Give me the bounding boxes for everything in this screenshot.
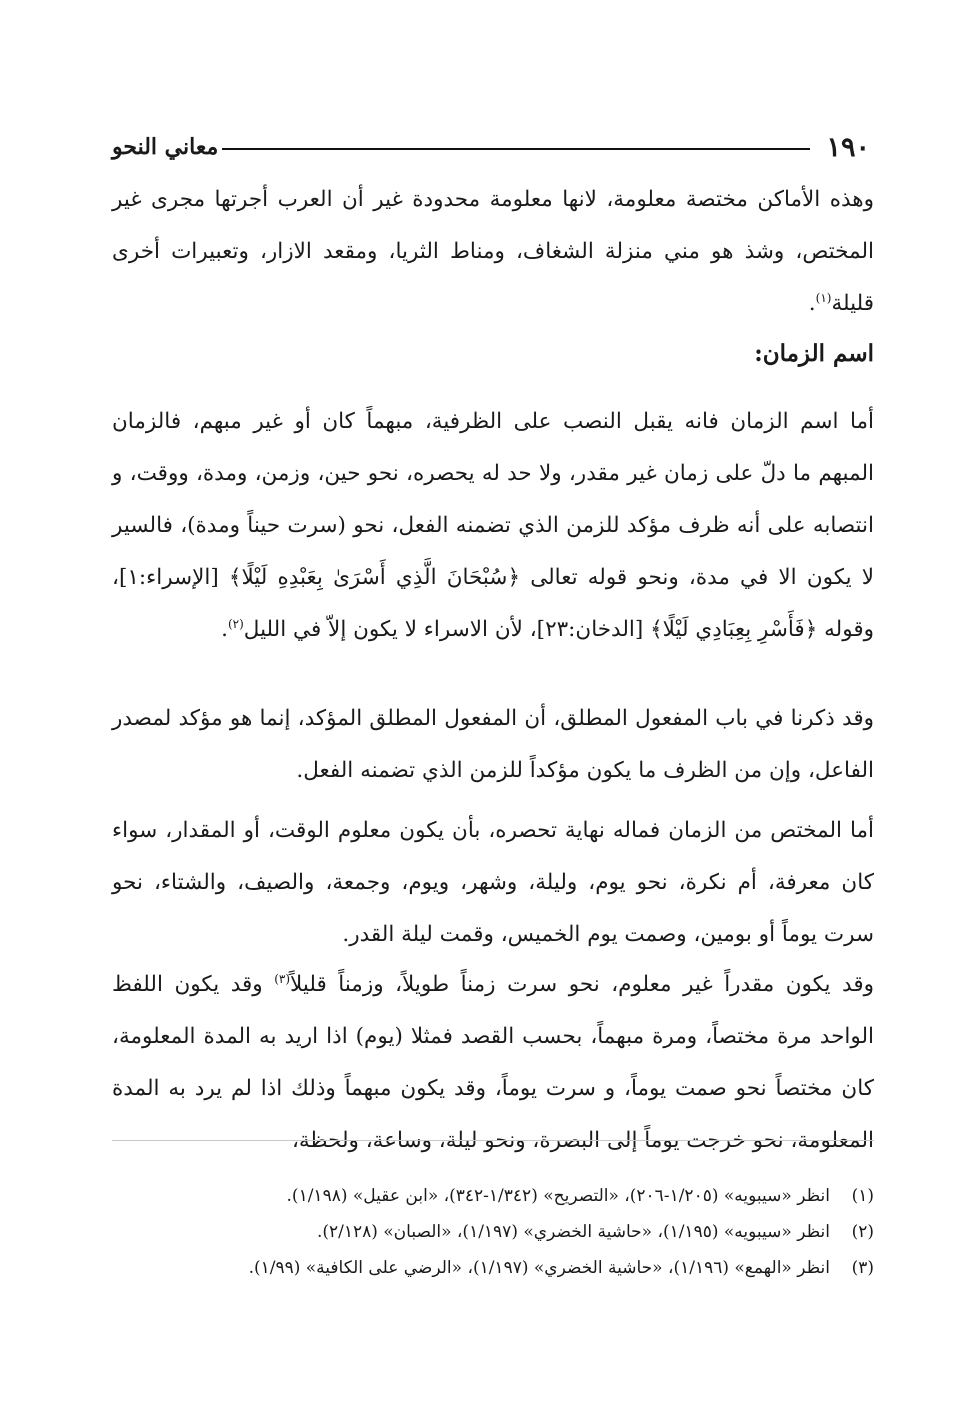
- section-heading: اسم الزمان:: [754, 340, 874, 367]
- footnote-text: انظر «الهمع» (١/١٩٦)، «حاشية الخضري» (١/١٩٧)، «الرضي على الكافية» (١/٩٩).: [248, 1258, 830, 1278]
- paragraph-5: [112, 959, 874, 1167]
- paragraph-1: [112, 174, 874, 330]
- page-header: [112, 132, 870, 172]
- paragraph-1-text: [112, 174, 874, 330]
- footnote-ref-2: (٢): [227, 616, 244, 631]
- footnote-number: (٣): [851, 1258, 874, 1278]
- paragraph-2-body: أما اسم الزمان فانه يقبل النصب على الظرفية، مبهماً كان أو غير مبهم، فالزمان المبهم ما دلّ على زمان غير مقدر، ولا حد له يحصره، نحو حين، وزمن، ومدة، ووقت، و انتصابه على أنه ظرف مؤكد للزمن الذي تضمنه الفعل، نحو (سرت حيناً ومدة)، فالسير لا يكون الا في مدة، ونحو قوله تعالى ﴿سُبْحَانَ الَّذِي أَسْرَىٰ بِعَبْدِهِ لَيْلًا﴾ [الإسراء:١]، وقوله ﴿فَأَسْرِ بِعِبَادِي لَيْلًا﴾ [الدخان:٢٣]، لأن الاسراء لا يكون إلاّ في الليل: [112, 409, 874, 642]
- footnote-ref-3: (٣): [274, 971, 291, 986]
- paragraph-2-end: .: [221, 617, 228, 642]
- footnotes: [112, 1178, 874, 1286]
- paragraph-1-body: وهذه الأماكن مختصة معلومة، لانها معلومة محدودة غير أن العرب أجرتها مجرى غير المختص، وشذ هو مني منزلة الشغاف، ومناط الثريا، ومقعد الازار، وتعبيرات أخرى قليلة: [112, 187, 874, 316]
- paragraph-4-text: أما المختص من الزمان فماله نهاية تحصره، بأن يكون معلوم الوقت، أو المقدار، سواء كان معرفة، أم نكرة، نحو يوم، وليلة، وشهر، ويوم، وجمعة، والصيف، والشتاء، نحو سرت يوماً أو بومين، وصمت يوم الخميس، وقمت ليلة القدر.: [112, 818, 874, 947]
- footnote-text: انظر «سيبويه» (١/٢٠٥-٢٠٦)، «التصريح» (١/٣٤٢-٣٤٢)، «ابن عقيل» (١/١٩٨).: [286, 1186, 830, 1206]
- footnote-ref-1: (١): [815, 290, 832, 305]
- paragraph-4: [112, 805, 874, 961]
- page-number: ١٩٠: [826, 132, 870, 163]
- footnote-3: [112, 1250, 874, 1286]
- header-rule: [222, 148, 810, 150]
- footnote-text: انظر «سيبويه» (١/١٩٥)، «حاشية الخضري» (١/١٩٧)، «الصبان» (٢/١٢٨).: [316, 1222, 830, 1242]
- paragraph-5-body-b: وقد يكون اللفظ الواحد مرة مختصاً، ومرة مبهماً، بحسب القصد فمثلا (يوم) اذا اريد به المدة المعلومة، كان مختصاً نحو صمت يوماً، و سرت يوماً، وقد يكون مبهماً وذلك اذا لم يرد به المدة المعلومة، نحو خرجت يوماً إلى البصرة، ونحو ليلة، وساعة، ولحظة،: [112, 972, 874, 1153]
- footnote-1: [112, 1178, 874, 1214]
- running-title: معاني النحو: [112, 134, 219, 160]
- footnote-number: (٢): [851, 1222, 874, 1242]
- paragraph-3: [112, 693, 874, 797]
- paragraph-2: [112, 396, 874, 656]
- paragraph-2-text: [112, 396, 874, 656]
- paragraph-1-end: .: [808, 291, 816, 316]
- footnote-2: [112, 1214, 874, 1250]
- paragraph-5-body-a: وقد يكون مقدراً غير معلوم، نحو سرت زمناً طويلاً، وزمناً قليلاً: [290, 972, 874, 997]
- footnote-number: (١): [851, 1186, 874, 1206]
- footnote-separator: [112, 1140, 874, 1141]
- paragraph-5-text: [112, 959, 874, 1167]
- paragraph-3-text: وقد ذكرنا في باب المفعول المطلق، أن المفعول المطلق المؤكد، إنما هو مؤكد لمصدر الفاعل، وإن من الظرف ما يكون مؤكداً للزمن الذي تضمنه الفعل.: [112, 706, 874, 783]
